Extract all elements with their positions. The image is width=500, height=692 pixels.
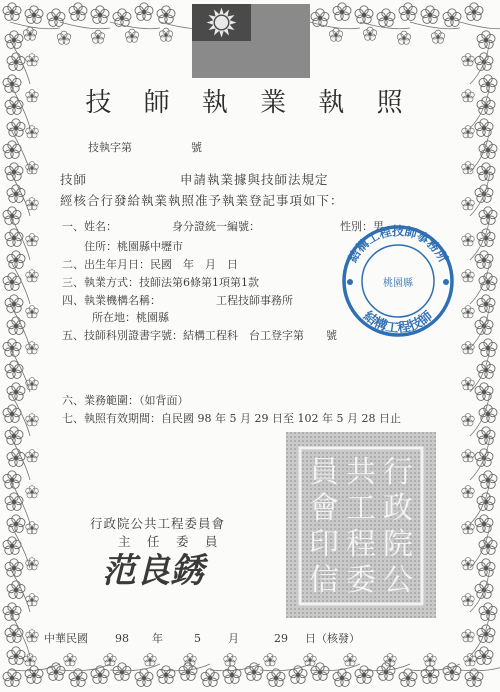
svg-text:結構工程技師 bbox=[360, 307, 436, 336]
birth-date: 二、出生年月日：民國 年 月 日 bbox=[62, 258, 238, 271]
date-era: 中華民國 bbox=[44, 632, 88, 645]
document-title: 技 師 執 業 執 照 bbox=[85, 88, 415, 118]
license-number bbox=[88, 139, 202, 155]
seal-char: 員 bbox=[309, 455, 339, 490]
id-label: 身分證統一編號： bbox=[172, 220, 260, 233]
date-year: 98 bbox=[115, 632, 129, 645]
seal-text-top: 結構工程技師事務所 bbox=[345, 224, 451, 265]
seal-char: 共 bbox=[346, 455, 376, 490]
signature-text: 范良銹 bbox=[102, 551, 204, 590]
seal-char: 行 bbox=[383, 455, 413, 490]
date-year-unit: 年 bbox=[152, 632, 163, 645]
flag-image bbox=[192, 4, 310, 78]
issuer-title: 主 任 委 員 bbox=[118, 534, 220, 549]
seal-char: 公 bbox=[383, 563, 413, 598]
org-location: 所在地：桃園縣 bbox=[92, 311, 169, 324]
seal-char: 政 bbox=[383, 491, 413, 526]
address: 住所：桃園縣中壢市 bbox=[84, 240, 183, 253]
official-seal bbox=[286, 432, 436, 618]
seal-char: 工 bbox=[346, 491, 376, 526]
sex-label: 性別：男 bbox=[340, 220, 384, 233]
seal-char: 信 bbox=[309, 563, 339, 598]
issue-date bbox=[44, 630, 360, 646]
org-label: 四、執業機構名稱： bbox=[62, 294, 161, 307]
license-number-suffix: 號 bbox=[191, 141, 202, 154]
intro-line2: 經核合行發給執業執照准予執業登記事項如下： bbox=[60, 193, 344, 208]
issuing-agency: 行政院公共工程委員會 bbox=[90, 516, 226, 531]
svg-text:結構工程技師事務所 bbox=[345, 223, 451, 265]
seal-char: 院 bbox=[383, 527, 413, 562]
intro-basis: 申請執業據與技師法規定 bbox=[180, 172, 329, 187]
firm-seal bbox=[336, 222, 460, 340]
date-day-unit: 日（核發） bbox=[305, 632, 360, 645]
seal-text-bottom: 結構工程技師 bbox=[360, 308, 436, 337]
practice-method: 三、執業方式：技師法第6條第1項第1款 bbox=[62, 276, 259, 289]
date-day: 29 bbox=[274, 632, 288, 645]
name-label: 一、姓名： bbox=[62, 220, 117, 233]
intro-label: 技師 bbox=[60, 172, 88, 187]
signature-stamp bbox=[88, 548, 218, 590]
certificate-number: 五、技師科別證書字號：結構工程科 台工登字第 號 bbox=[62, 329, 337, 342]
seal-char: 程 bbox=[346, 527, 376, 562]
seal-char: 委 bbox=[346, 563, 376, 598]
validity-period: 七、執照有效期間：自民國 98 年 5 月 29 日至 102 年 5 月 28 日止 bbox=[62, 412, 401, 425]
seal-char: 會 bbox=[309, 491, 339, 526]
business-scope: 六、業務範圍：（如背面） bbox=[62, 394, 189, 407]
date-month: 5 bbox=[194, 632, 201, 645]
org-name: 工程技師事務所 bbox=[216, 294, 293, 307]
seal-char: 印 bbox=[309, 527, 339, 562]
license-number-prefix: 技執字第 bbox=[88, 141, 132, 154]
date-month-unit: 月 bbox=[228, 632, 239, 645]
seal-text-center: 桃園縣 bbox=[383, 278, 413, 289]
